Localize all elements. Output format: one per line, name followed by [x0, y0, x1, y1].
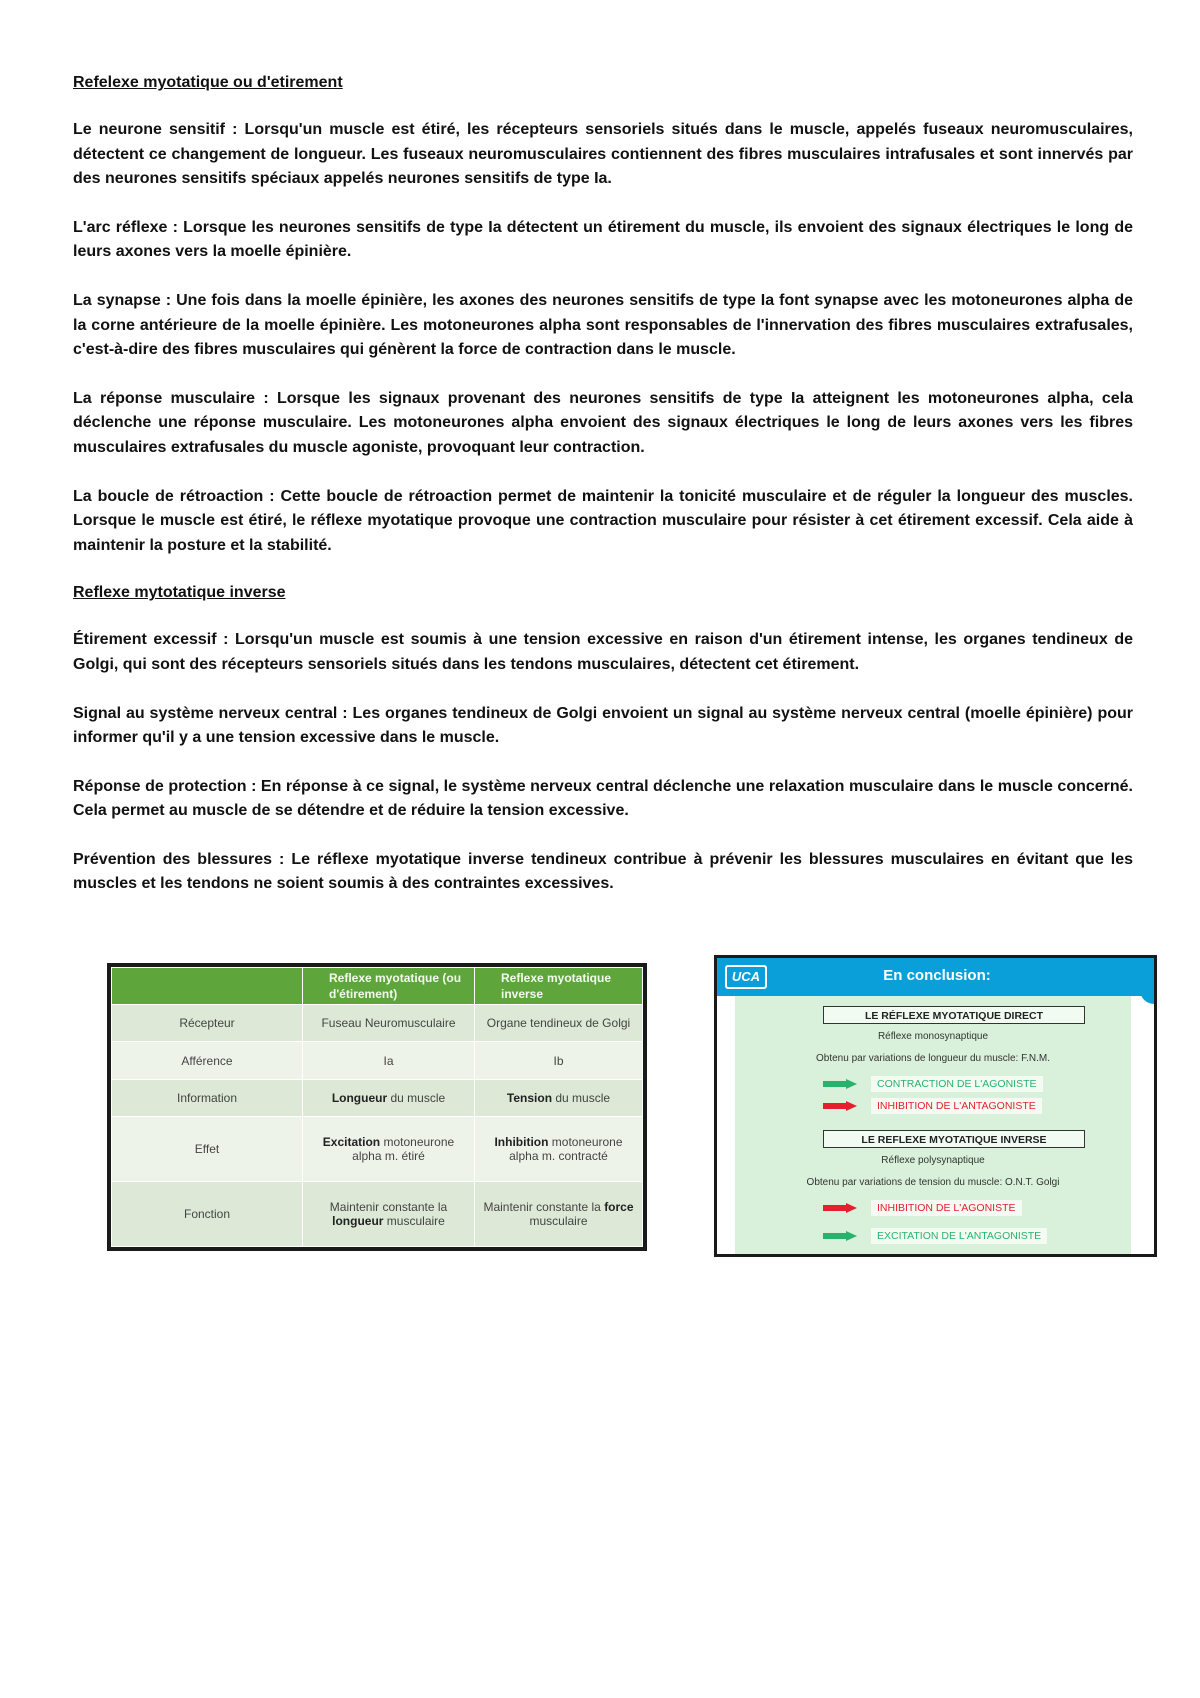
paragraph: La boucle de rétroaction : Cette boucle de rétroaction permet de maintenir la tonicité musculaire et de réguler la longueur des muscles. Lorsque le muscle est étiré, le réflexe myotatique provoque une contraction musculaire pour résister à cet étirement excessif. Cela aide à maintenir la posture et la stabilité. [73, 487, 1133, 554]
row-label: Information [112, 1079, 303, 1116]
cell-text: musculaire [383, 1214, 445, 1229]
red-arrow-icon [823, 1203, 857, 1213]
row-label: Effet [112, 1117, 303, 1182]
section-heading-myotatic-reflex: Refelexe myotatique ou d'etirement [73, 74, 343, 91]
slide-title: En conclusion: [883, 967, 991, 984]
row-label: Récepteur [112, 1005, 303, 1042]
table-header-cell: Reflexe myotatique inverse [474, 968, 642, 1005]
red-arrow-icon [823, 1101, 857, 1111]
bold-term: force [604, 1200, 634, 1215]
table-header-cell [112, 968, 303, 1005]
slide-banner [717, 958, 1154, 996]
conclusion-slide-image [714, 955, 1157, 1257]
arrow-row [823, 1098, 1063, 1114]
table-cell: Ia [303, 1042, 475, 1079]
table-header-row [112, 968, 643, 1005]
arrow-label: EXCITATION DE L'ANTAGONISTE [871, 1228, 1047, 1244]
slide-text: Réflexe polysynaptique [881, 1155, 985, 1166]
bold-term: Tension [506, 1090, 553, 1105]
table-row [112, 1042, 643, 1079]
table-cell: Fuseau Neuromusculaire [303, 1005, 475, 1042]
table-row [112, 1182, 643, 1247]
table-row [112, 1005, 643, 1042]
paragraph: Réponse de protection : En réponse à ce signal, le système nerveux central déclenche une relaxation musculaire dans le muscle concerné. Cela permet au muscle de se détendre et de réduire la tension excessive. [73, 777, 1133, 820]
table-cell [474, 1182, 642, 1247]
table-header-cell: Reflexe myotatique (ou d'étirement) [303, 968, 475, 1005]
paragraph: Le neurone sensitif : Lorsqu'un muscle est étiré, les récepteurs sensoriels situés dans le muscle, appelés fuseaux neuromusculaires, détectent ce changement de longueur. Les fuseaux neuromusculaires contiennent des fibres musculaires intrafusales et sont innervés par des neurones sensitifs spéciaux appelés neurones sensitifs de type Ia. [73, 121, 1133, 188]
arrow-label: INHIBITION DE L'ANTAGONISTE [871, 1098, 1042, 1114]
table-cell [303, 1079, 475, 1116]
table-cell [303, 1182, 475, 1247]
section-heading-inverse-reflex: Reflexe mytotatique inverse [73, 584, 286, 602]
cell-text: motoneurone alpha m. contracté [509, 1135, 623, 1164]
slide-text: Obtenu par variations de tension du muscle: O.N.T. Golgi [806, 1177, 1060, 1188]
paragraph: La réponse musculaire : Lorsque les signaux provenant des neurones sensitifs de type Ia atteignent les motoneurones alpha, cela déclenche une réponse musculaire. Les motoneurones alpha envoient des signaux électriques le long de leurs axones vers les fibres musculaires extrafusales du muscle agoniste, provoquant leur contraction. [73, 389, 1133, 456]
cell-text: motoneurone alpha m. étiré [352, 1135, 455, 1164]
table-row [112, 1117, 643, 1182]
paragraph: Signal au système nerveux central : Les organes tendineux de Golgi envoient un signal au système nerveux central (moelle épinière) pour informer qu'il y a une tension excessive dans le muscle. [73, 704, 1133, 747]
uca-logo: UCA [725, 965, 767, 989]
table-row [112, 1079, 643, 1116]
row-label: Afférence [112, 1042, 303, 1079]
comparison-table-image [107, 963, 647, 1251]
comparison-table [111, 967, 643, 1247]
arrow-row [823, 1228, 1063, 1244]
cell-text: musculaire [529, 1214, 588, 1229]
arrow-row [823, 1076, 1063, 1092]
table-cell [474, 1079, 642, 1116]
green-arrow-icon [823, 1231, 857, 1241]
arrow-row [823, 1200, 1063, 1216]
row-label: Fonction [112, 1182, 303, 1247]
cell-text: du muscle [387, 1090, 446, 1105]
bold-term: Longueur [331, 1090, 388, 1105]
arrow-label: CONTRACTION DE L'AGONISTE [871, 1076, 1043, 1092]
table-cell: Ib [474, 1042, 642, 1079]
bold-term: longueur [332, 1214, 384, 1229]
table-cell [474, 1117, 642, 1182]
direct-reflex-box: LE RÉFLEXE MYOTATIQUE DIRECT [823, 1006, 1085, 1024]
paragraph: La synapse : Une fois dans la moelle épinière, les axones des neurones sensitifs de type Ia font synapse avec les motoneurones alpha de la corne antérieure de la moelle épinière. Les motoneurones alpha sont responsables de l'innervation des fibres musculaires extrafusales, c'est-à-dire des fibres musculaires qui génèrent la force de contraction dans le muscle. [73, 291, 1133, 359]
green-arrow-icon [823, 1079, 857, 1089]
document-text [73, 72, 1133, 921]
paragraph: Prévention des blessures : Le réflexe myotatique inverse tendineux contribue à prévenir les blessures musculaires en évitant que les muscles et les tendons ne soient soumis à des contraintes excessives. [73, 850, 1133, 893]
arrow-label: INHIBITION DE L'AGONISTE [871, 1200, 1022, 1216]
slide-text: Obtenu par variations de longueur du muscle: F.N.M. [815, 1053, 1050, 1064]
bold-term: Excitation [322, 1135, 381, 1150]
table-cell: Organe tendineux de Golgi [474, 1005, 642, 1042]
table-cell [303, 1117, 475, 1182]
cell-text: Maintenir constante la [483, 1200, 605, 1215]
inverse-reflex-box: LE REFLEXE MYOTATIQUE INVERSE [823, 1130, 1085, 1148]
paragraph: Étirement excessif : Lorsqu'un muscle est soumis à une tension excessive en raison d'un étirement intense, les organes tendineux de Golgi, qui sont des récepteurs sensoriels situés dans les tendons musculaires, détectent cet étirement. [73, 631, 1133, 673]
cell-text: Maintenir constante la [329, 1200, 448, 1215]
cell-text: du muscle [552, 1090, 611, 1105]
paragraph: L'arc réflexe : Lorsque les neurones sensitifs de type Ia détectent un étirement du muscle, ils envoient des signaux électriques le long de leurs axones vers la moelle épinière. [73, 218, 1133, 261]
slide-body [735, 996, 1131, 1254]
banner-curl [1140, 958, 1154, 1004]
slide-text: Réflexe monosynaptique [877, 1031, 989, 1042]
bold-term: Inhibition [494, 1135, 549, 1150]
